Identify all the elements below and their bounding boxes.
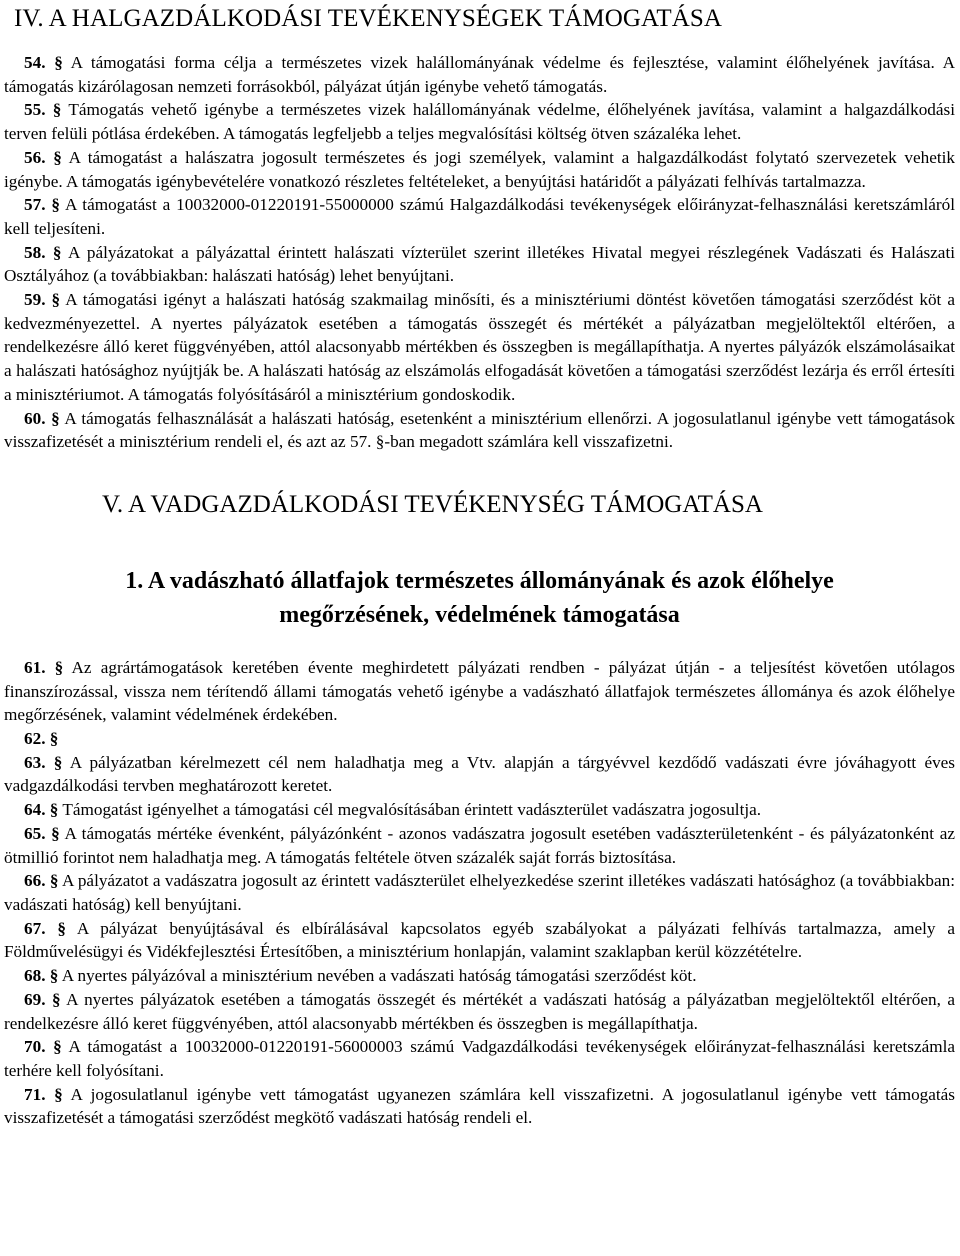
paragraph-number: 69. § [24,989,61,1009]
paragraph-text: A támogatást a 10032000-01220191-56000003 számú Vadgazdálkodási tevékenységek előirányzat-felhasználási keretszámla terhére kell folyósítani. [4,1037,955,1080]
paragraph-text: Az agrártámogatások keretében évente meghirdetett pályázati rendben - pályázat útján - a teljesítést követően utólagos finanszírozással, vissza nem térítendő állami támogatás vehető igénybe a vadászható állatfajok természetes állománya és azok élőhelye megőrzésének, valamint védelmének érdekében. [4,657,955,725]
paragraph-57 [4,193,955,240]
paragraph-68 [4,964,955,988]
paragraph-text: A támogatás mértéke évenként, pályázónként - azonos vadászatra jogosult esetében vadászterületenként - és pályázatonként az ötmillió forintot nem haladhatja meg. A támogatás feltétele ötven százalék saját forrás biztosítása. [4,823,955,867]
subsection-heading-v1: 1. A vadászható állatfajok természetes állományának és azok élőhelye megőrzésének, védelmének támogatása [125,567,834,628]
section-heading-v: V. A VADGAZDÁLKODÁSI TEVÉKENYSÉG TÁMOGATÁSA [102,490,763,518]
paragraph-text: A nyertes pályázóval a minisztérium nevében a vadászati hatóság támogatási szerződést köt. [61,966,697,986]
paragraph-number: 62. § [24,729,59,749]
paragraph-number: 60. § [24,408,60,428]
section-heading-iv: IV. A HALGAZDÁLKODÁSI TEVÉKENYSÉGEK TÁMOGATÁSA [14,5,723,32]
paragraph-text: Támogatást igényelhet a támogatási cél megvalósításában érintett vadászterület vadászatra jogosultja. [62,800,762,820]
paragraph-number: 67. § [24,918,66,938]
paragraph-number: 66. § [24,871,59,891]
paragraph-55 [4,98,955,145]
paragraph-number: 57. § [24,195,60,215]
document-page [4,0,955,1130]
paragraph-62 [4,727,955,751]
section-v-body [4,656,955,1130]
paragraph-text: A pályázat benyújtásával és elbírálásával kapcsolatos egyéb szabályokat a pályázati felhívás tartalmazza, amely a Földművelésügyi és Vidékfejlesztési Értesítőben, a minisztérium honlapján, valamint szaklapban kerül közzétételre. [4,918,956,962]
paragraph-text: A jogosulatlanul igénybe vett támogatást ugyanezen számlára kell visszafizetni. A jogosulatlanul igénybe vett támogatás visszafizetését a támogatási szerződést megkötő vadászati hatóság rendeli el. [4,1084,955,1128]
paragraph-text: A pályázatban kérelmezett cél nem haladhatja meg a Vtv. alapján a tárgyévvel kezdődő vadászati évre jóváhagyott éves vadgazdálkodási tervben meghatározott keretet. [4,752,955,796]
paragraph-text: A támogatás felhasználását a halászati hatóság, esetenként a minisztérium ellenőrzi. A jogosulatlanul igénybe vett támogatások visszafizetését a minisztérium rendeli el, és azt az 57. §-ban megadott számlára kell visszafizetni. [4,408,956,452]
section-iv-body [4,51,955,454]
paragraph-number: 55. § [24,100,62,120]
paragraph-number: 71. § [24,1084,63,1104]
paragraph-number: 61. § [24,657,64,677]
paragraph-69 [4,988,955,1035]
paragraph-65 [4,822,955,869]
paragraph-text: A nyertes pályázatok esetében a támogatás összegét és mértékét a vadászati hatóság a pályázatban megjelöltektől eltérően, a rendelkezésre álló keret függvényében, attól alacsonyabb mértékben és összegben is megállapíthatja. [4,989,955,1033]
paragraph-67 [4,917,955,964]
paragraph-66 [4,869,955,916]
paragraph-number: 59. § [24,290,61,310]
paragraph-58 [4,241,955,288]
paragraph-text: Támogatás vehető igénybe a természetes vizek halállományának védelme, élőhelyének javítása, valamint a halgazdálkodási terven felüli pótlása érdekében. A támogatás legfeljebb a teljes megvalósítási költség ötven százaléka lehet. [4,100,955,144]
paragraph-text: A támogatási forma célja a természetes vizek halállományának védelme és fejlesztése, valamint élőhelyének javítása. A támogatás kizárólagosan nemzeti forrásokból, pályázat útján igénybe vehető támogatás. [4,53,955,96]
paragraph-text: A pályázatot a vadászatra jogosult az érintett vadászterület elhelyezkedése szerint illetékes vadászati hatósághoz (a továbbiakban: vadászati hatóság) kell benyújtani. [4,871,956,914]
paragraph-number: 70. § [24,1037,62,1057]
paragraph-text: A támogatást a 10032000-01220191-55000000 számú Halgazdálkodási tevékenységek előirányzat-felhasználási keretszámláról kell teljesíteni. [4,195,955,238]
paragraph-number: 65. § [24,823,60,843]
paragraph-number: 68. § [24,966,59,986]
paragraph-54 [4,51,955,98]
paragraph-number: 63. § [24,752,63,772]
paragraph-number: 58. § [24,242,62,262]
paragraph-70 [4,1035,955,1082]
paragraph-number: 56. § [24,147,62,167]
paragraph-64 [4,798,955,822]
paragraph-61 [4,656,955,727]
paragraph-number: 64. § [24,800,59,820]
paragraph-number: 54. § [24,53,63,72]
paragraph-59 [4,288,955,407]
paragraph-71 [4,1083,955,1130]
paragraph-63 [4,751,955,798]
paragraph-56 [4,146,955,193]
paragraph-text: A támogatási igényt a halászati hatóság szakmailag minősíti, és a minisztériumi döntést követően támogatási szerződést köt a kedvezményezettel. A nyertes pályázatok esetében a támogatás összegét és mértékét a pályázatban megjelöltektől eltérően, a rendelkezésre álló keret függvényében, attól alacsonyabb mértékben és összegben is megállapíthatja. A nyertes pályázók elszámolásaikat a halászati hatósághoz nyújtják be. A halászati hatóság az elszámolás elfogadását követően a támogatási szerződést lezárja és erről értesíti a minisztériumot. A támogatás folyósításáról a minisztérium gondoskodik. [4,290,956,404]
paragraph-text: A pályázatokat a pályázattal érintett halászati vízterület szerint illetékes Hivatal megyei részlegének Vadászati és Halászati Osztályához (a továbbiakban: halászati hatóság) lehet benyújtani. [4,242,955,286]
paragraph-60 [4,407,955,454]
paragraph-text: A támogatást a halászatra jogosult természetes és jogi személyek, valamint a halgazdálkodást folytató szervezetek vehetik igénybe. A támogatás igénybevételére vonatkozó részletes feltételeket, a benyújtási határidőt a pályázati felhívás tartalmazza. [4,147,955,191]
